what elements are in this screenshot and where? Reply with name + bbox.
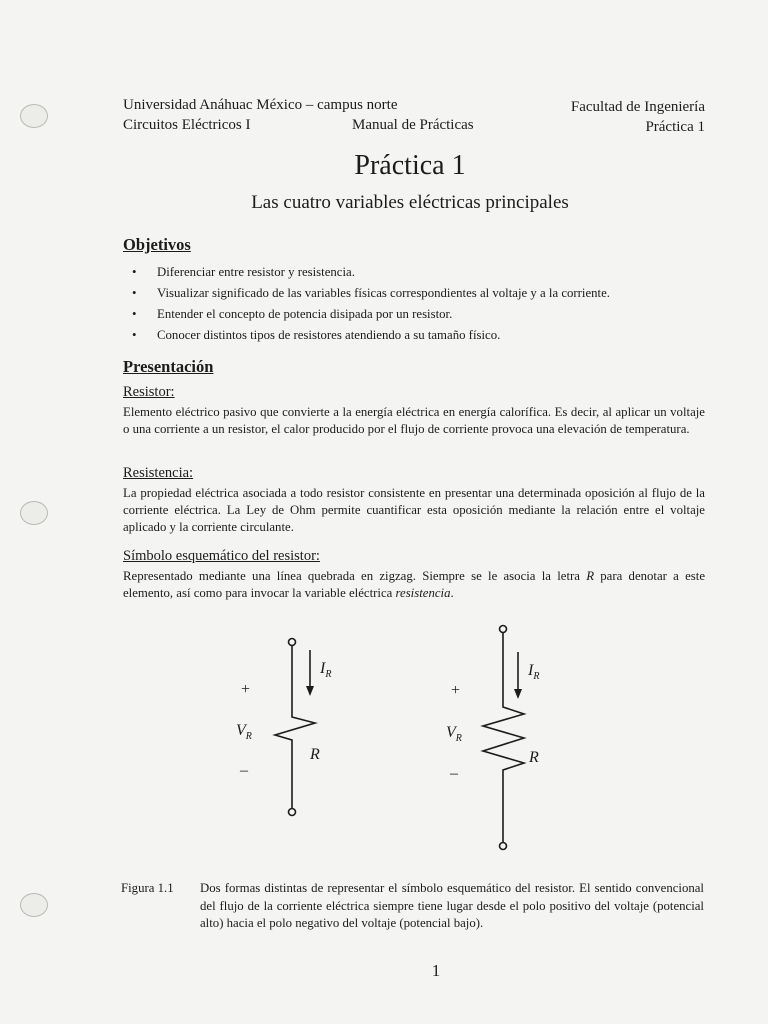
left-voltage-label: $V_R$ bbox=[236, 722, 252, 742]
objective-item: • Conocer distintos tipos de resistores atendiendo a su tamaño físico. bbox=[123, 325, 713, 346]
left-terminal-top bbox=[289, 639, 296, 646]
left-plus-sign: + bbox=[241, 681, 251, 698]
resistor-heading: Resistor: bbox=[123, 384, 175, 400]
binder-hole-top bbox=[20, 104, 48, 128]
right-minus-sign: – bbox=[450, 765, 458, 782]
right-resistance-label: R bbox=[529, 749, 539, 766]
left-current-label: $I_R$ bbox=[320, 660, 332, 680]
symbol-text-before: Representado mediante una línea quebrada en zigzag. Siempre se le asocia la letra bbox=[123, 569, 587, 583]
right-arrow-head bbox=[514, 689, 522, 699]
resistance-definition: La propiedad eléctrica asociada a todo resistor consistente en presentar una determinada oposición al flujo de la corriente eléctrica. La Ley de Ohm permite cuantificar esta oposición mediante la relación entre el voltaje aplicado y la corriente circulante. bbox=[123, 486, 705, 534]
resistor-symbol-figure bbox=[0, 620, 768, 860]
right-current-label: $I_R$ bbox=[528, 662, 540, 682]
right-terminal-top bbox=[500, 626, 507, 633]
objectives-list bbox=[123, 262, 713, 346]
left-arrow-head bbox=[306, 686, 314, 696]
header-course: Circuitos Eléctricos I bbox=[123, 117, 251, 133]
symbol-definition bbox=[123, 568, 705, 602]
header-faculty: Facultad de Ingeniería bbox=[570, 99, 705, 115]
symbol-text-after: . bbox=[450, 586, 454, 600]
page-title: Práctica 1 bbox=[354, 150, 466, 181]
objective-item: • Diferenciar entre resistor y resistencia. bbox=[123, 262, 713, 283]
resistance-heading: Resistencia: bbox=[123, 465, 194, 481]
right-voltage-label: $V_R$ bbox=[446, 724, 462, 744]
header-university: Universidad Anáhuac México – campus norte bbox=[123, 97, 398, 113]
page-number: 1 bbox=[431, 961, 441, 980]
left-resistor-zigzag bbox=[275, 646, 315, 808]
header-practice: Práctica 1 bbox=[645, 119, 705, 135]
symbol-letter: R bbox=[586, 569, 595, 583]
header-manual: Manual de Prácticas bbox=[352, 117, 474, 133]
resistor-definition: Elemento eléctrico pasivo que convierte a la energía eléctrica en energía calorífica. Es decir, al aplicar un voltaje o una corriente a un resistor, el calor producido por el flujo de corriente provoca una elevación de temperatura. bbox=[123, 405, 705, 436]
left-minus-sign: – bbox=[240, 762, 248, 779]
binder-hole-middle bbox=[20, 501, 48, 525]
figure-caption-text: Dos formas distintas de representar el símbolo esquemático del resistor. El sentido convencional del flujo de la corriente eléctrica siempre tiene lugar desde el polo positivo del voltaje (potencial alto) hacia el polo negativo del voltaje (potencial bajo). bbox=[200, 881, 704, 930]
presentation-heading: Presentación bbox=[123, 357, 214, 376]
left-resistance-label: R bbox=[310, 746, 320, 763]
symbol-text-middle: para denotar a este elemento, así como para invocar la variable eléctrica bbox=[123, 569, 706, 600]
objective-item: • Entender el concepto de potencia disipada por un resistor. bbox=[123, 304, 713, 325]
objective-item: • Visualizar significado de las variables físicas correspondientes al voltaje y a la corriente. bbox=[123, 283, 713, 304]
symbol-heading: Símbolo esquemático del resistor: bbox=[123, 548, 320, 564]
right-plus-sign: + bbox=[451, 682, 461, 699]
figure-caption-label: Figura 1.1 bbox=[121, 881, 174, 895]
symbol-variable: resistencia bbox=[395, 586, 451, 600]
binder-hole-bottom bbox=[20, 893, 48, 917]
page-subtitle: Las cuatro variables eléctricas principales bbox=[251, 192, 569, 213]
objectives-heading: Objetivos bbox=[123, 235, 191, 254]
right-terminal-bottom bbox=[500, 843, 507, 850]
left-terminal-bottom bbox=[289, 809, 296, 816]
